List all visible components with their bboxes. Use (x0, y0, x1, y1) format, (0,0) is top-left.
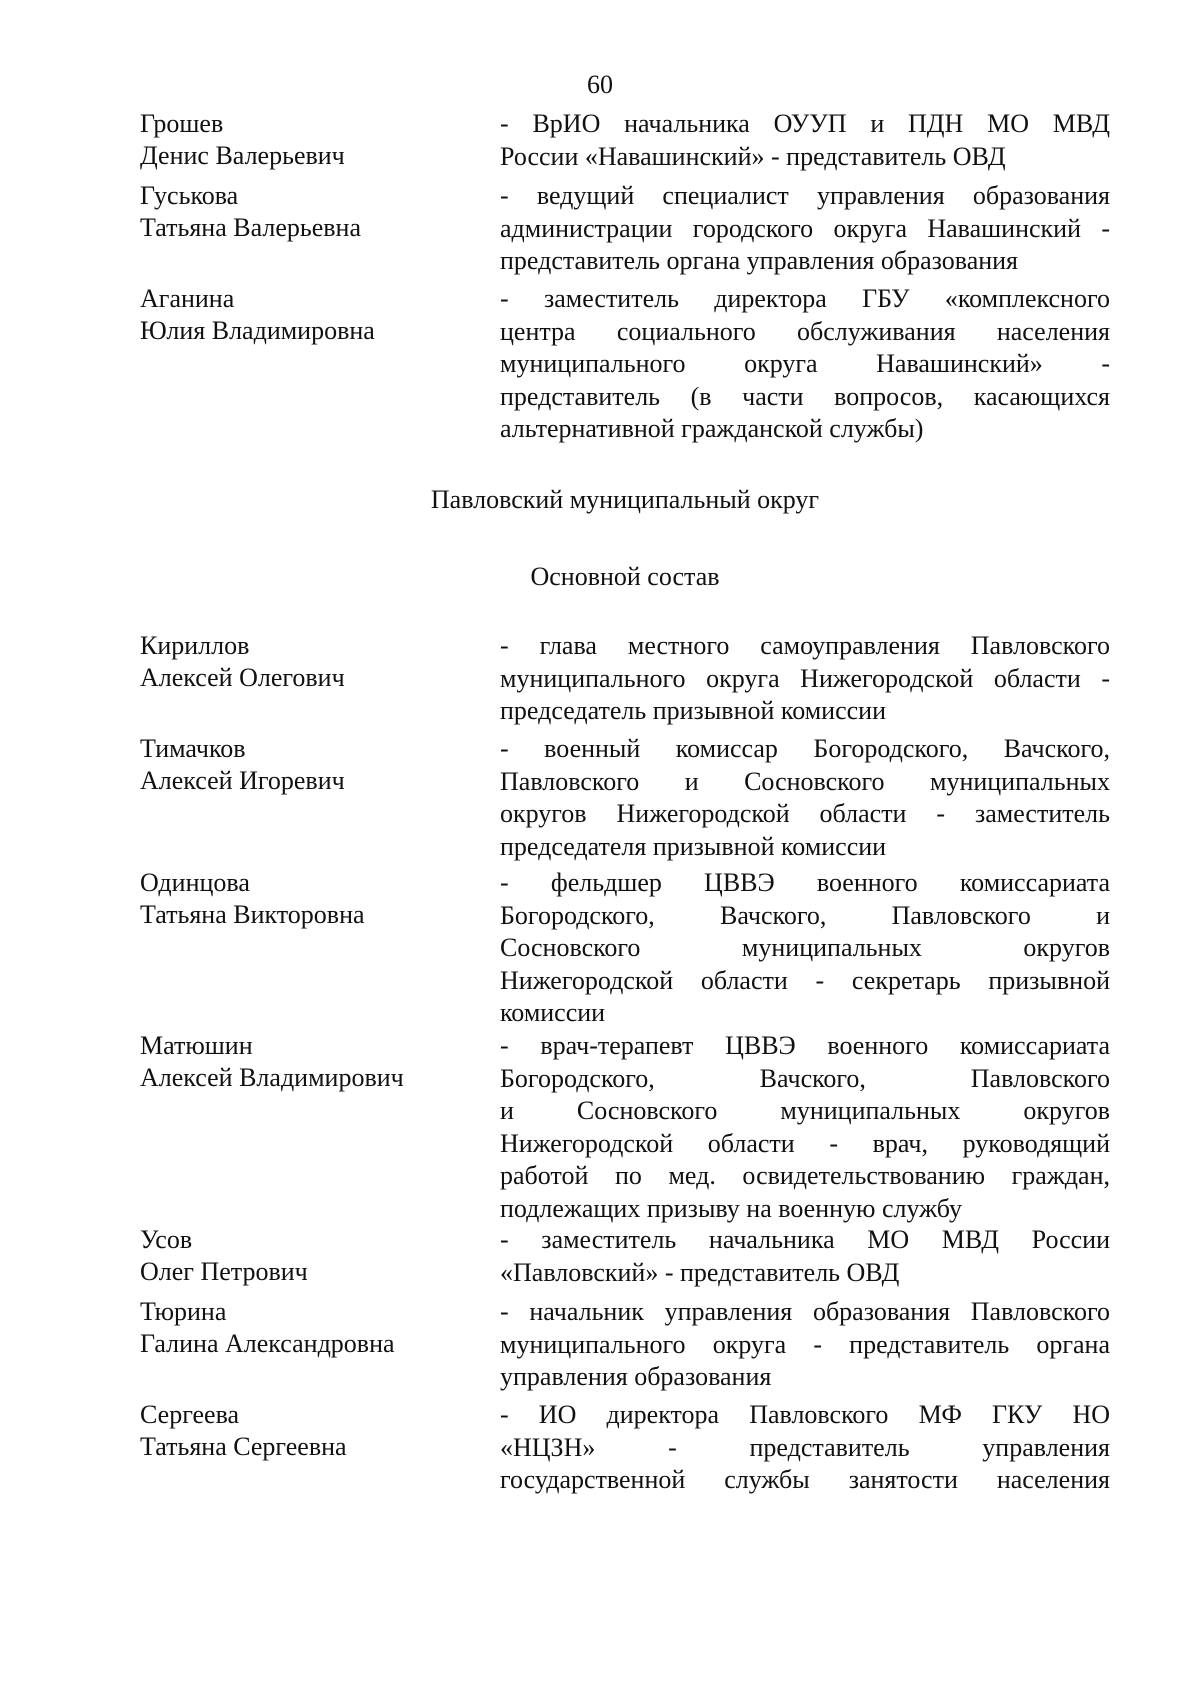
member-role (500, 108, 1110, 173)
role-line: председатель призывной комиссии (500, 696, 886, 725)
member-name (140, 1224, 470, 1288)
section-heading: Основной состав (530, 562, 720, 591)
member-surname: Тимачков (140, 734, 246, 763)
member-role (500, 867, 1110, 1030)
role-line: - начальник управления образования Павловского (500, 1297, 1110, 1326)
role-line: - врач-терапевт ЦВВЭ военного комиссариата (500, 1031, 1110, 1060)
role-line: Богородского, Вачского, Павловского (500, 1063, 1110, 1093)
role-line: муниципального округа - представитель органа (500, 1329, 1110, 1359)
member-role (500, 1224, 1110, 1289)
member-name (140, 630, 470, 694)
role-line: муниципального округа Навашинский» - (500, 349, 1110, 378)
member-name (140, 1030, 470, 1094)
role-line: Павловского и Сосновского муниципальных (500, 766, 1110, 796)
member-surname: Тюрина (140, 1297, 227, 1326)
role-line: - глава местного самоуправления Павловского (500, 631, 1110, 660)
member-given-name: Татьяна Сергеевна (140, 1432, 347, 1461)
role-line: - ведущий специалист управления образования (500, 181, 1110, 210)
role-line: Нижегородской области - врач, руководящий (500, 1128, 1110, 1158)
member-role (500, 283, 1110, 446)
member-given-name: Алексей Олегович (140, 663, 345, 692)
member-given-name: Алексей Игоревич (140, 766, 345, 795)
role-line: работой по мед. освидетельствованию граждан, (500, 1161, 1110, 1190)
member-given-name: Алексей Владимирович (140, 1063, 404, 1092)
member-surname: Сергеева (140, 1400, 240, 1429)
role-line: - ВрИО начальника ОУУП и ПДН МО МВД (500, 109, 1110, 138)
member-surname: Одинцова (140, 868, 250, 897)
member-given-name: Денис Валерьевич (140, 141, 345, 170)
member-given-name: Галина Александровна (140, 1329, 395, 1358)
role-line: председателя призывной комиссии (500, 831, 887, 861)
role-line: «Павловский» - представитель ОВД (500, 1257, 900, 1287)
role-line: представитель органа управления образования (500, 246, 1019, 275)
member-role (500, 630, 1110, 728)
member-name (140, 733, 470, 797)
role-line: Нижегородской области - секретарь призывной (500, 965, 1110, 995)
role-line: администрации городского округа Навашинский - (500, 213, 1110, 243)
role-line: округов Нижегородской области - заместитель (500, 799, 1110, 828)
member-role (500, 733, 1110, 863)
role-line: - военный комиссар Богородского, Вачского, (500, 734, 1110, 763)
member-given-name: Татьяна Викторовна (140, 900, 365, 929)
member-role (500, 1399, 1110, 1497)
member-surname: Аганина (140, 284, 235, 313)
role-line: Сосновского муниципальных округов (500, 933, 1110, 962)
member-surname: Грошев (140, 109, 224, 138)
role-line: управления образования (500, 1362, 772, 1391)
role-line: - ИО директора Павловского МФ ГКУ НО (500, 1400, 1110, 1429)
member-role (500, 180, 1110, 278)
role-line: и Сосновского муниципальных округов (500, 1096, 1110, 1125)
role-line: России «Навашинский» - представитель ОВД (500, 141, 1006, 171)
page-number: 60 (587, 70, 613, 99)
member-role (500, 1030, 1110, 1225)
member-given-name: Олег Петрович (140, 1257, 308, 1286)
member-given-name: Татьяна Валерьевна (140, 213, 361, 242)
member-given-name: Юлия Владимировна (140, 316, 375, 345)
role-line: комиссии (500, 998, 606, 1027)
member-name (140, 867, 470, 931)
member-name (140, 1399, 470, 1463)
role-line: - заместитель директора ГБУ «комплексного (500, 284, 1110, 313)
member-surname: Усов (140, 1225, 193, 1254)
district-heading: Павловский муниципальный округ (430, 485, 820, 514)
member-name (140, 1296, 470, 1360)
role-line: «НЦЗН» - представитель управления (500, 1432, 1110, 1462)
role-line: Богородского, Вачского, Павловского и (500, 900, 1110, 930)
role-line: - заместитель начальника МО МВД России (500, 1225, 1110, 1254)
role-line: представитель (в части вопросов, касающихся (500, 381, 1110, 411)
member-name (140, 108, 470, 172)
member-surname: Матюшин (140, 1031, 253, 1060)
member-surname: Гуськова (140, 181, 239, 210)
role-line: центра социального обслуживания населения (500, 316, 1110, 346)
member-name (140, 180, 470, 244)
role-line: альтернативной гражданской службы) (500, 414, 924, 443)
role-line: - фельдшер ЦВВЭ военного комиссариата (500, 868, 1110, 897)
role-line: муниципального округа Нижегородской области - (500, 663, 1110, 693)
member-role (500, 1296, 1110, 1394)
role-line: подлежащих призыву на военную службу (500, 1193, 962, 1223)
member-surname: Кириллов (140, 631, 250, 660)
role-line: государственной службы занятости населения (500, 1465, 1110, 1494)
member-name (140, 283, 470, 347)
